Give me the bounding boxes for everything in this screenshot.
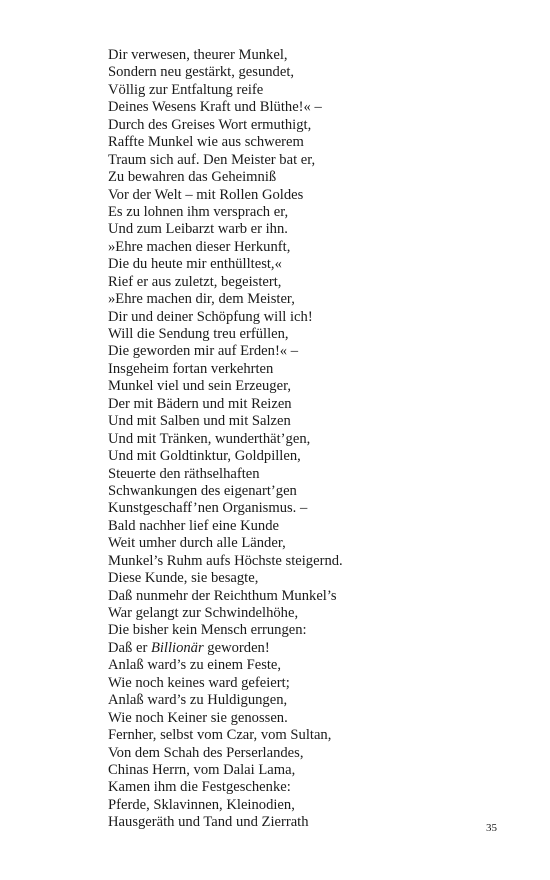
verse-line: Und mit Goldtinktur, Goldpillen, bbox=[108, 448, 301, 465]
verse-line: Die bisher kein Mensch errungen: bbox=[108, 622, 307, 639]
verse-line: Dir und deiner Schöpfung will ich! bbox=[108, 308, 313, 325]
verse-line: Sondern neu gestärkt, gesundet, bbox=[108, 64, 295, 81]
verse-line: Insgeheim fortan verkehrten bbox=[108, 360, 274, 377]
verse-line: »Ehre machen dieser Herkunft, bbox=[108, 238, 291, 255]
verse-line: Hausgeräth und Tand und Zierrath bbox=[108, 814, 309, 831]
verse-line: Steuerte den räthselhaften bbox=[108, 465, 260, 482]
verse-line: Wie noch Keiner sie genossen. bbox=[108, 709, 288, 726]
verse-line: Die geworden mir auf Erden!« – bbox=[108, 343, 299, 360]
verse-line-start: Daß er bbox=[108, 639, 151, 656]
verse-line: Deines Wesens Kraft und Blüthe!« – bbox=[108, 99, 322, 116]
verse-line-end: geworden! bbox=[203, 639, 270, 656]
verse-line: Bald nachher lief eine Kunde bbox=[108, 517, 279, 534]
verse-line: War gelangt zur Schwindelhöhe, bbox=[108, 605, 299, 621]
page-number: 35 bbox=[486, 822, 497, 834]
verse-line: Von dem Schah des Perserlandes, bbox=[108, 744, 304, 761]
verse-line: Völlig zur Entfaltung reife bbox=[108, 81, 264, 98]
verse-line: Und mit Salben und mit Salzen bbox=[108, 413, 291, 430]
verse-line: Der mit Bädern und mit Reizen bbox=[108, 395, 292, 412]
verse-line: Vor der Welt – mit Rollen Goldes bbox=[108, 186, 304, 203]
verse-line: Es zu lohnen ihm versprach er, bbox=[108, 203, 289, 220]
verse-line: »Ehre machen dir, dem Meister, bbox=[108, 291, 295, 308]
verse-line: Kamen ihm die Festgeschenke: bbox=[108, 779, 291, 796]
emphasized-word: Billionär bbox=[150, 639, 204, 656]
verse-line: Will die Sendung treu erfüllen, bbox=[108, 326, 289, 342]
verse-line: Und zum Leibarzt warb er ihn. bbox=[108, 221, 288, 238]
verse-line: Die du heute mir enthülltest,« bbox=[108, 256, 282, 273]
verse-line: Munkel’s Ruhm aufs Höchste steigernd. bbox=[108, 552, 343, 569]
verse-line: Pferde, Sklavinnen, Kleinodien, bbox=[108, 796, 295, 813]
verse-line: Diese Kunde, sie besagte, bbox=[108, 570, 259, 587]
verse-line: Weit umher durch alle Länder, bbox=[108, 535, 286, 552]
verse-line bbox=[108, 640, 508, 657]
verse-line: Zu bewahren das Geheimniß bbox=[108, 169, 277, 186]
verse-line: Munkel viel und sein Erzeuger, bbox=[108, 378, 291, 395]
verse-line: Chinas Herrn, vom Dalai Lama, bbox=[108, 761, 296, 778]
verse-line: Durch des Greises Wort ermuthigt, bbox=[108, 116, 312, 133]
verse-line: Rief er aus zuletzt, begeistert, bbox=[108, 273, 282, 290]
verse-line: Wie noch keines ward gefeiert; bbox=[108, 674, 290, 691]
verse-line: Und mit Tränken, wunderthät’gen, bbox=[108, 430, 311, 447]
verse-line: Kunstgeschaff’nen Organismus. – bbox=[108, 500, 308, 517]
poem-text bbox=[108, 47, 508, 832]
verse-line: Traum sich auf. Den Meister bat er, bbox=[108, 151, 316, 168]
verse-line: Fernher, selbst vom Czar, vom Sultan, bbox=[108, 727, 332, 744]
verse-line: Anlaß ward’s zu Huldigungen, bbox=[108, 692, 288, 709]
verse-line: Daß nunmehr der Reichthum Munkel’s bbox=[108, 587, 337, 604]
verse-line: Dir verwesen, theurer Munkel, bbox=[108, 47, 288, 63]
verse-line: Raffte Munkel wie aus schwerem bbox=[108, 134, 304, 151]
verse-line: Anlaß ward’s zu einem Feste, bbox=[108, 657, 282, 674]
verse-line: Schwankungen des eigenart’gen bbox=[108, 482, 297, 499]
